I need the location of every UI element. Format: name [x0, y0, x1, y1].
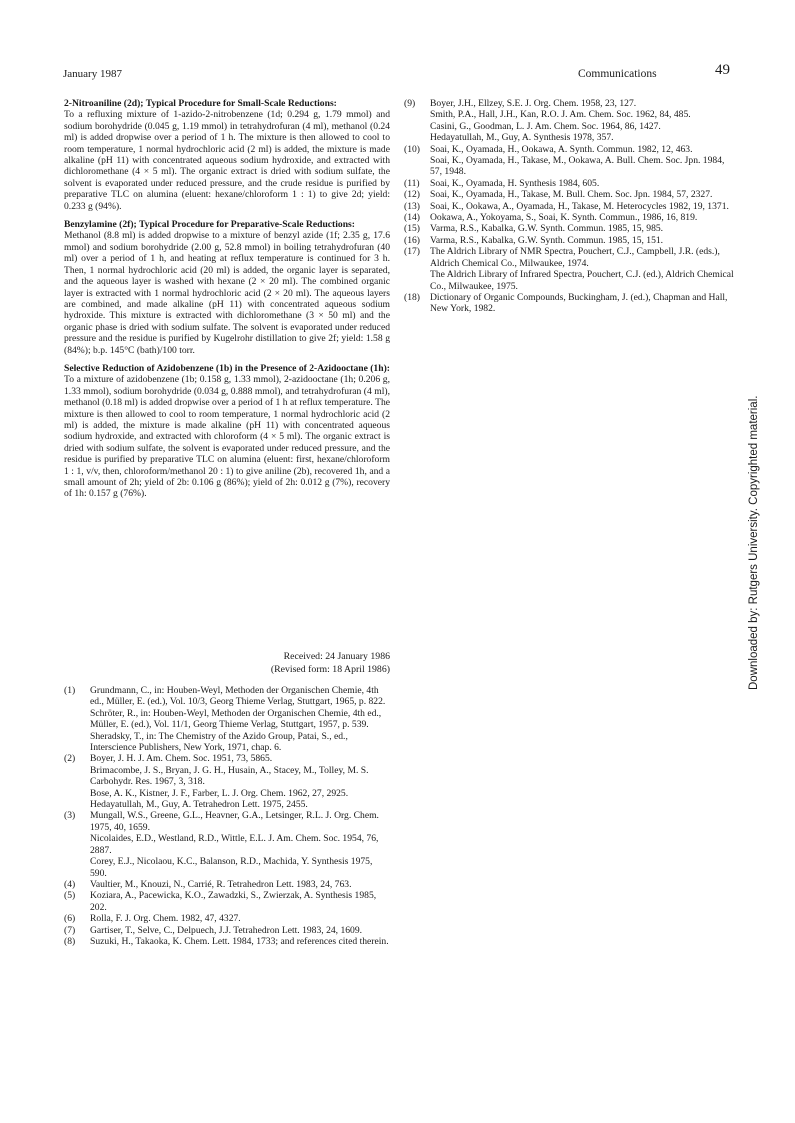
reference-number: (5) — [64, 890, 76, 902]
reference-item — [64, 879, 390, 890]
reference-item — [64, 753, 390, 810]
procedure-section — [64, 219, 390, 356]
reference-number: (9) — [404, 98, 416, 109]
reference-number: (3) — [64, 810, 76, 822]
reference-body — [90, 879, 390, 890]
received-dates — [230, 651, 390, 676]
reference-number: (10) — [404, 143, 420, 155]
reference-citation: Rolla, F. J. Org. Chem. 1982, 47, 4327. — [90, 913, 241, 925]
reference-item — [64, 685, 390, 753]
reference-citation: Vaultier, M., Knouzi, N., Carrié, R. Tetrahedron Lett. 1983, 24, 763. — [90, 878, 352, 890]
header-date: January 1987 — [63, 68, 122, 80]
reference-body — [90, 913, 390, 924]
page-number: 49 — [715, 62, 730, 78]
reference-body — [430, 201, 734, 212]
reference-item — [404, 235, 734, 246]
reference-body — [430, 189, 734, 200]
procedure-body: Methanol (8.8 ml) is added dropwise to a mixture of benzyl azide (1f; 2.35 g, 17.6 mmol) and sodium borohydride (2.00 g, 52.8 mmol) in boiling tetrahydrofuran (40 ml) over a period of 1 h, and heating at reflux temperature is continued for 3 h. Then, 1 normal hydrochloric acid (20 ml) is added, the organic layer is separated, and the aqueous layer is washed with hexane (2 × 20 ml). The combined organic layer is extracted with 1 normal hydrochloric acid (2 × 20 ml). The aqueous layers are combined, and made alkaline (pH 11) with concentrated aqueous sodium hydroxide. This mixture is extracted with dichloromethane (3 × 50 ml) and the organic phase is dried with sodium sulfate. The solvent is evaporated under reduced pressure and the residue is purified by Kugelrohr distillation to give 2f; yield: 1.58 g (84%); b.p. 145°C (bath)/100 torr. — [64, 230, 390, 356]
reference-number: (7) — [64, 924, 76, 936]
reference-item — [404, 178, 734, 189]
reference-citation: Hedayatullah, M., Guy, A. Synthesis 1978, 357. — [430, 132, 614, 144]
reference-number: (12) — [404, 189, 420, 201]
reference-citation: Mungall, W.S., Greene, G.L., Heavner, G.A., Letsinger, R.L. J. Org. Chem. 1975, 40, 1659. — [90, 810, 379, 833]
reference-citation: Hedayatullah, M., Guy, A. Tetrahedron Lett. 1975, 2455. — [90, 799, 308, 811]
reference-body — [430, 235, 734, 246]
reference-item — [64, 925, 390, 936]
reference-body — [430, 246, 734, 292]
reference-body — [90, 925, 390, 936]
reference-citation: Varma, R.S., Kabalka, G.W. Synth. Commun. 1985, 15, 151. — [430, 234, 664, 246]
procedures-column — [64, 98, 390, 507]
received-date: Received: 24 January 1986 — [283, 651, 390, 662]
reference-citation: Gartiser, T., Selve, C., Delpuech, J.J. Tetrahedron Lett. 1983, 24, 1609. — [90, 924, 363, 936]
reference-citation: Schröter, R., in: Houben-Weyl, Methoden der Organischen Chemie, 4th ed., Müller, E. (ed.), Vol. 11/1, Georg Thieme Verlag, Stuttgart, 1957, p. 539. — [90, 707, 382, 731]
reference-number: (8) — [64, 935, 76, 947]
reference-item — [404, 98, 734, 144]
header-section: Communications — [578, 68, 657, 80]
reference-citation: Boyer, J. H. J. Am. Chem. Soc. 1951, 73, 5865. — [90, 753, 273, 765]
reference-citation: Soai, K., Ookawa, A., Oyamada, H., Takase, M. Heterocycles 1982, 19, 1371. — [430, 200, 729, 212]
reference-citation: Smith, P.A., Hall, J.H., Kan, R.O. J. Am. Chem. Soc. 1962, 84, 485. — [430, 109, 691, 121]
reference-number: (17) — [404, 246, 420, 258]
reference-citation: Nicolaides, E.D., Westland, R.D., Wittle, E.L. J. Am. Chem. Soc. 1954, 76, 2887. — [90, 833, 379, 856]
reference-body — [90, 936, 390, 947]
reference-citation: The Aldrich Library of Infrared Spectra, Pouchert, C.J. (ed.), Aldrich Chemical Co., Milwaukee, 1975. — [430, 269, 734, 292]
reference-body — [430, 144, 734, 178]
reference-citation: Soai, K., Oyamada, H. Synthesis 1984, 605. — [430, 177, 600, 189]
reference-number: (14) — [404, 212, 420, 224]
reference-item — [64, 936, 390, 947]
revised-date: (Revised form: 18 April 1986) — [270, 663, 390, 675]
procedure-section — [64, 98, 390, 212]
reference-number: (18) — [404, 291, 420, 303]
reference-body — [430, 292, 734, 315]
reference-body — [430, 212, 734, 223]
reference-citation: Grundmann, C., in: Houben-Weyl, Methoden der Organischen Chemie, 4th ed., Müller, E. (ed.), Vol. 10/3, Georg Thieme Verlag, Stuttgart, 1965, p. 822. — [90, 685, 386, 708]
reference-citation: Boyer, J.H., Ellzey, S.E. J. Org. Chem. 1958, 23, 127. — [430, 98, 637, 109]
reference-body — [90, 890, 390, 913]
reference-citation: Casini, G., Goodman, L. J. Am. Chem. Soc. 1964, 86, 1427. — [430, 120, 661, 132]
reference-body — [430, 98, 734, 144]
procedure-section — [64, 363, 390, 500]
reference-body — [90, 685, 390, 753]
reference-citation: Soai, K., Oyamada, H., Ookawa, A. Synth. Commun. 1982, 12, 463. — [430, 143, 693, 155]
reference-number: (2) — [64, 753, 76, 765]
reference-item — [64, 913, 390, 924]
procedure-body: To a refluxing mixture of 1-azido-2-nitrobenzene (1d; 0.294 g, 1.79 mmol) and sodium borohydride (0.045 g, 1.19 mmol) in tetrahydrofuran (4 ml), methanol (0.24 ml) is added dropwise over a period of 1 h. The mixture is then allowed to cool to room temperature, 1 normal hydrochloric acid (2 ml) is added, the mixture is made alkaline (pH 11) with concentrated aqueous sodium hydroxide, and extracted with dichloromethane (4 × 5 ml). The organic extract is dried with sodium sulfate, the solvent is evaporated under reduced pressure, and the crude residue is purified by preparative TLC on alumina (eluent: hexane/chloroform 1 : 1) to give 2d; yield: 0.233 g (94%). — [64, 109, 390, 212]
reference-item — [404, 189, 734, 200]
reference-citation: Corey, E.J., Nicolaou, K.C., Balanson, R.D., Machida, Y. Synthesis 1975, 590. — [90, 856, 373, 879]
reference-item — [404, 292, 734, 315]
reference-item — [64, 890, 390, 913]
reference-citation: Brimacombe, J. S., Bryan, J. G. H., Husain, A., Stacey, M., Tolley, M. S. Carbohydr. Res. 1967, 3, 318. — [90, 764, 369, 788]
reference-citation: Bose, A. K., Kistner, J. F., Farber, L. J. Org. Chem. 1962, 27, 2925. — [90, 787, 349, 799]
reference-number: (1) — [64, 685, 76, 696]
reference-number: (4) — [64, 878, 76, 890]
reference-item — [404, 223, 734, 234]
references-right — [404, 98, 734, 315]
reference-item — [404, 201, 734, 212]
reference-citation: The Aldrich Library of NMR Spectra, Pouchert, C.J., Campbell, J.R. (eds.), Aldrich Chemical Co., Milwaukee, 1974. — [430, 246, 720, 269]
reference-number: (16) — [404, 234, 420, 246]
reference-citation: Soai, K., Oyamada, H., Takase, M., Ookawa, A. Bull. Chem. Soc. Jpn. 1984, 57, 1948. — [430, 155, 725, 178]
reference-body — [90, 753, 390, 810]
reference-number: (6) — [64, 913, 76, 925]
reference-citation: Sheradsky, T., in: The Chemistry of the Azido Group, Patai, S., ed., Interscience Publishers, New York, 1971, chap. 6. — [90, 730, 348, 754]
references-left — [64, 685, 390, 947]
reference-citation: Suzuki, H., Takaoka, K. Chem. Lett. 1984, 1733; and references cited therein. — [90, 935, 389, 947]
procedure-title: Selective Reduction of Azidobenzene (1b) in the Presence of 2-Azidooctane (1h): — [64, 362, 390, 374]
reference-number: (11) — [404, 177, 420, 189]
reference-citation: Ookawa, A., Yokoyama, S., Soai, K. Synth. Commun., 1986, 16, 819. — [430, 212, 698, 224]
reference-number: (15) — [404, 223, 420, 235]
reference-item — [404, 246, 734, 292]
reference-item — [404, 144, 734, 178]
reference-number: (13) — [404, 200, 420, 212]
reference-body — [90, 810, 390, 878]
procedure-body: To a mixture of azidobenzene (1b; 0.158 g, 1.33 mmol), 2-azidooctane (1h; 0.206 g, 1.33 mmol), sodium borohydride (0.034 g, 0.888 mmol), and tetrahydrofuran (4 ml), methanol (0.18 ml) is added dropwise over a period of 1 h at reflux temperature. The mixture is then allowed to cool to room temperature, 1 normal hydrochloric acid (2 ml) is added, the mixture is made alkaline (pH 11) with concentrated aqueous sodium hydroxide, and extracted with chloroform (4 × 5 ml). The organic extract is dried with sodium sulfate, the solvent is evaporated under reduced pressure, and the residue is purified by preparative TLC on alumina (eluent: first, hexane/chloroform 1 : 1, v/v, then, chloroform/methanol 20 : 1) to give aniline (2b), recovered 1h, and a small amount of 2h; yield of 2b: 0.106 g (86%); yield of 2h: 0.012 g (7%), recovery of 1h: 0.157 g (76%). — [64, 374, 390, 500]
reference-citation: Varma, R.S., Kabalka, G.W. Synth. Commun. 1985, 15, 985. — [430, 223, 664, 235]
reference-citation: Soai, K., Oyamada, H., Takase, M. Bull. Chem. Soc. Jpn. 1984, 57, 2327. — [430, 189, 713, 201]
procedure-title: 2-Nitroaniline (2d); Typical Procedure for Small-Scale Reductions: — [64, 98, 337, 109]
reference-citation: Dictionary of Organic Compounds, Buckingham, J. (ed.), Chapman and Hall, New York, 1982. — [430, 291, 728, 315]
reference-item — [404, 212, 734, 223]
reference-item — [64, 810, 390, 878]
reference-citation: Koziara, A., Pacewicka, K.O., Zawadzki, S., Zwierzak, A. Synthesis 1985, 202. — [90, 890, 377, 913]
reference-body — [430, 178, 734, 189]
reference-body — [430, 223, 734, 234]
procedure-title: Benzylamine (2f); Typical Procedure for Preparative-Scale Reductions: — [64, 219, 355, 231]
